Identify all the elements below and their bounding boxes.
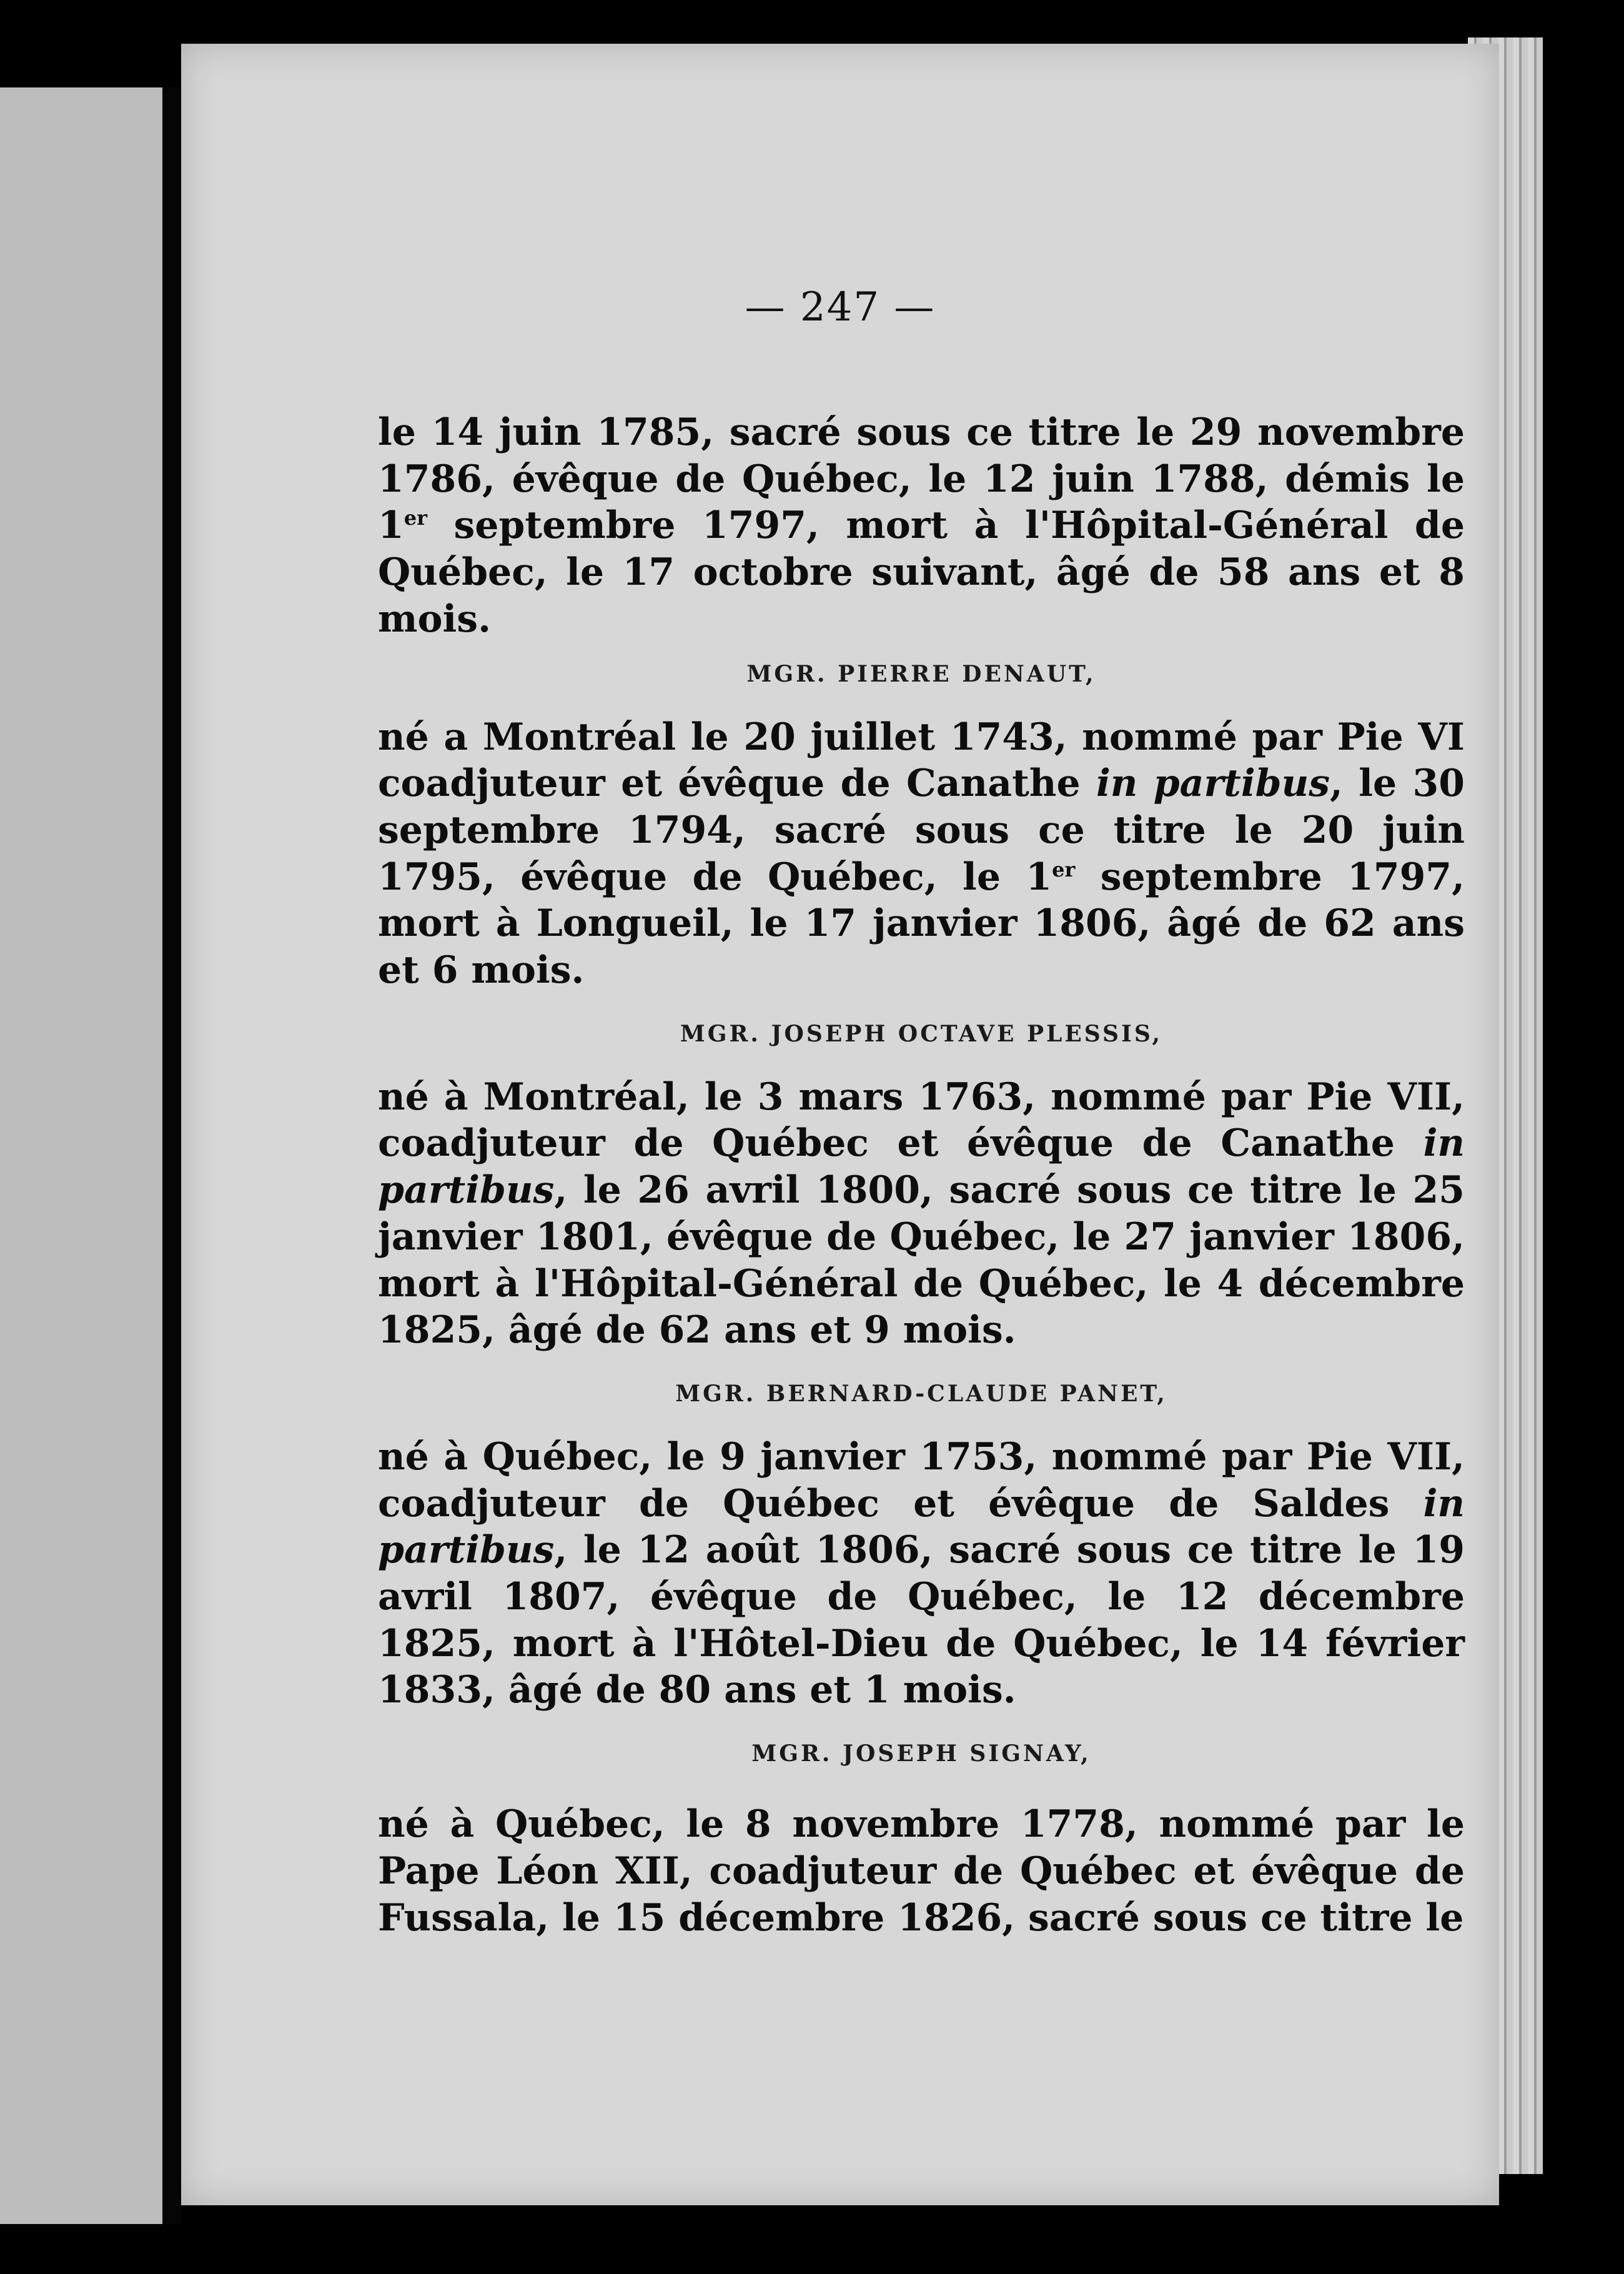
entry-text: , le 30 septembre 1794, sacré sous ce titre le 20 juin 1795, évêque de Québec, le 1 <box>378 762 1465 899</box>
continuation-sup: er <box>404 506 427 530</box>
entry-text: né a Montréal le 20 juillet 1743, nommé par Pie VI coadjuteur et évêque de Canathe <box>378 715 1465 806</box>
entry-heading-panet: MGR. BERNARD-CLAUDE PANET, <box>675 1380 1167 1407</box>
entry-text: né à Québec, le 9 janvier 1753, nommé par Pie VII, coadjuteur de Québec et évêque de Saldes <box>378 1434 1465 1526</box>
entry-paragraph-plessis <box>378 1074 1465 1354</box>
facing-page-edge <box>0 87 162 2224</box>
entry-heading-plessis: MGR. JOSEPH OCTAVE PLESSIS, <box>680 1020 1163 1047</box>
continuation-paragraph <box>378 409 1465 643</box>
entry-italic: in partibus <box>1096 762 1330 806</box>
page-number: — 247 — <box>745 284 936 330</box>
entry-italic: in partibus <box>378 1481 1465 1572</box>
entry-sup: er <box>1052 857 1076 881</box>
continuation-text-b: septembre 1797, mort à l'Hôpital-Général de Québec, le 17 octobre suivant, âgé de 58 ans et 8 mois. <box>378 504 1465 641</box>
entry-paragraph-panet <box>378 1434 1465 1714</box>
entry-text: né à Québec, le 8 novembre 1778, nommé par le Pape Léon XII, coadjuteur de Québec et évêque de Fussala, le 15 décembre 1826, sacré sous ce titre le <box>378 1802 1465 1940</box>
entry-paragraph-signay <box>378 1801 1465 1941</box>
entry-heading-signay: MGR. JOSEPH SIGNAY, <box>751 1740 1091 1767</box>
entry-italic: in partibus <box>378 1121 1465 1213</box>
entry-text: , le 12 août 1806, sacré sous ce titre le 19 avril 1807, évêque de Québec, le 12 décembre 1825, mort à l'Hôtel-Dieu de Québec, le 14 février 1833, âgé de 80 ans et 1 mois. <box>378 1528 1465 1712</box>
entry-text: , le 26 avril 1800, sacré sous ce titre le 25 janvier 1801, évêque de Québec, le 27 janvier 1806, mort à l'Hôpital-Général de Québec, le 4 décembre 1825, âgé de 62 ans et 9 mois. <box>378 1168 1465 1353</box>
page-text <box>378 409 1465 1969</box>
continuation-text-a: le 14 juin 1785, sacré sous ce titre le 29 novembre 1786, évêque de Québec, le 12 juin 1788, démis le 1 <box>378 410 1465 548</box>
entry-text: né à Montréal, le 3 mars 1763, nommé par Pie VII, coadjuteur de Québec et évêque de Canathe <box>378 1075 1465 1166</box>
entry-paragraph-denaut <box>378 714 1465 994</box>
book-gutter <box>162 87 181 2224</box>
book-page <box>181 44 1499 2205</box>
entry-text: septembre 1797, mort à Longueil, le 17 janvier 1806, âgé de 62 ans et 6 mois. <box>378 855 1465 993</box>
entry-heading-denaut: MGR. PIERRE DENAUT, <box>746 660 1096 687</box>
